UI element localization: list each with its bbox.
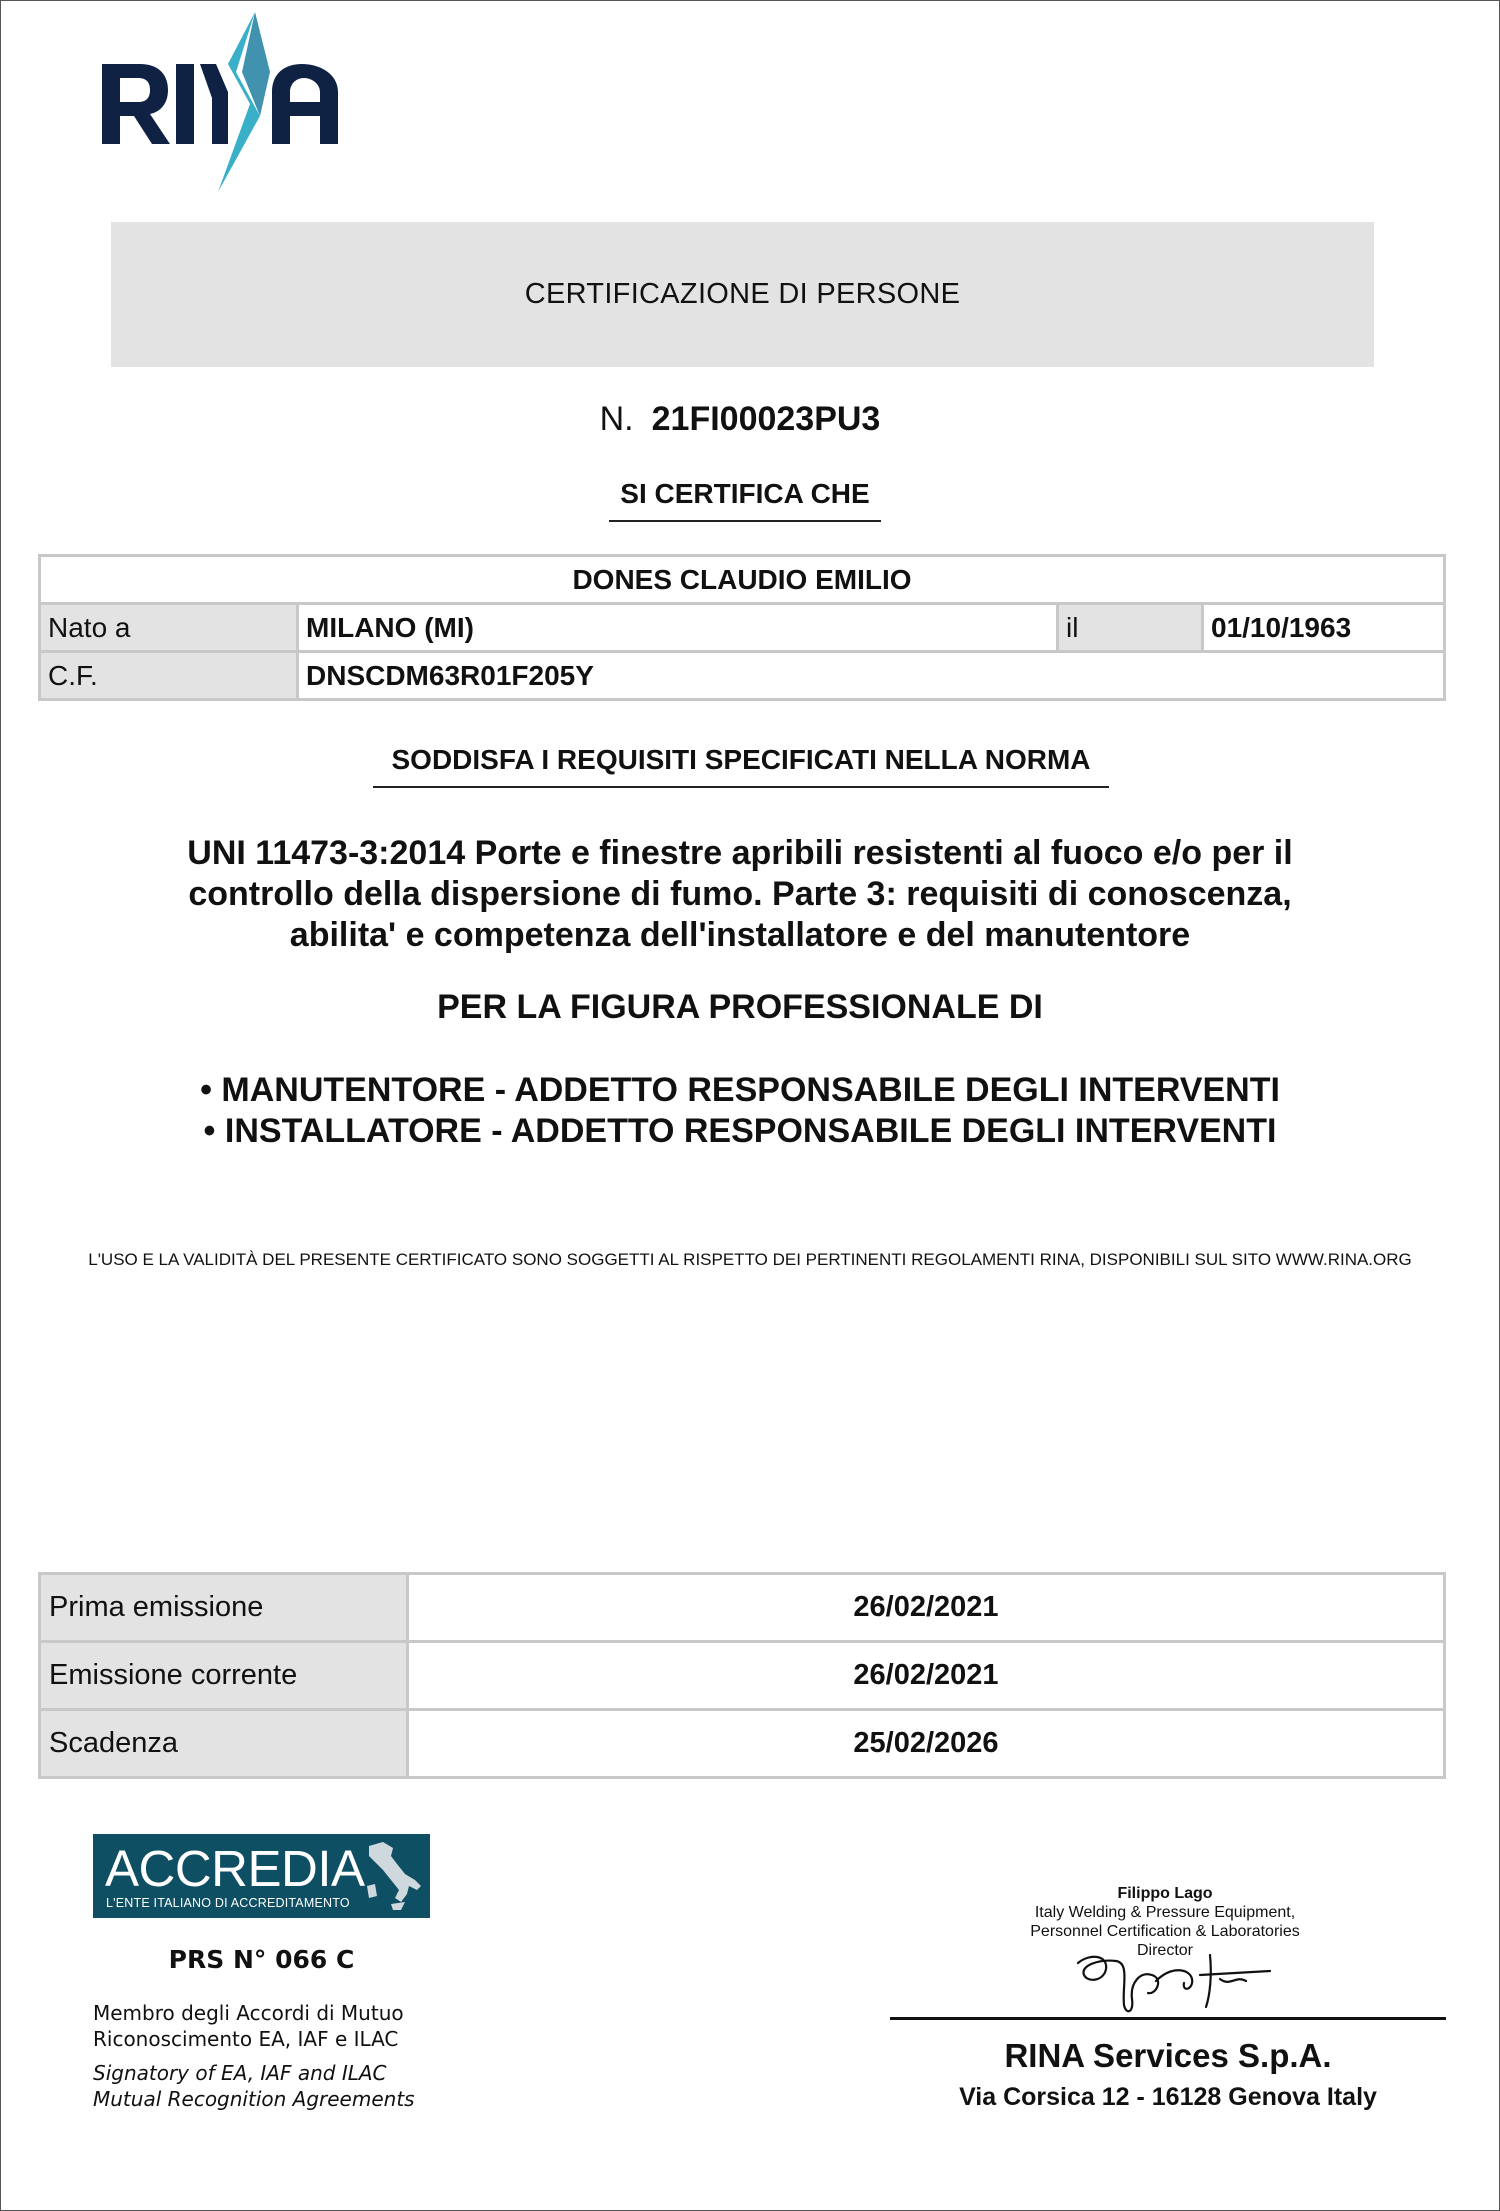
accreditation-note	[93, 2000, 453, 2112]
date-row-value: 25/02/2026	[408, 1710, 1445, 1778]
accredia-subtitle: L'ENTE ITALIANO DI ACCREDITAMENTO	[106, 1896, 350, 1910]
certificate-number-value: 21FI00023PU3	[651, 400, 881, 438]
norma-line: abilita' e competenza dell'installatore e del manutentore	[289, 916, 1191, 954]
date-row-label: Emissione corrente	[40, 1642, 408, 1710]
rina-logo	[100, 12, 340, 192]
italy-map-icon	[361, 1840, 425, 1914]
birth-date: 01/10/1963	[1203, 604, 1445, 652]
born-place: MILANO (MI)	[298, 604, 1058, 652]
signer-name: Filippo Lago	[1117, 1885, 1213, 1902]
band-title: CERTIFICAZIONE DI PERSONE	[524, 278, 961, 310]
cf-value: DNSCDM63R01F205Y	[298, 652, 1445, 700]
membro-line: Membro degli Accordi di Mutuo	[93, 2001, 404, 2025]
date-row-value: 26/02/2021	[408, 1642, 1445, 1710]
header-band	[111, 222, 1374, 367]
person-name: DONES CLAUDIO EMILIO	[40, 556, 1445, 604]
dates-table	[38, 1572, 1446, 1779]
roles-list	[0, 1070, 1480, 1152]
soddisfa-heading: SODDISFA I REQUISITI SPECIFICATI NELLA NORMA	[373, 744, 1109, 788]
accredia-name: ACCREDIA	[105, 1840, 365, 1897]
norma-line: controllo della dispersione di fumo. Parte 3: requisiti di conoscenza,	[188, 875, 1292, 913]
signer-title-line: Director	[1136, 1942, 1193, 1959]
date-row-label: Prima emissione	[40, 1574, 408, 1642]
date-row-label: Scadenza	[40, 1710, 408, 1778]
role-item: • INSTALLATORE - ADDETTO RESPONSABILE DEGLI INTERVENTI	[203, 1112, 1277, 1150]
person-table	[38, 554, 1446, 701]
company-address: Via Corsica 12 - 16128 Genova Italy	[959, 2083, 1377, 2111]
figura-heading: PER LA FIGURA PROFESSIONALE DI	[437, 988, 1043, 1026]
handwritten-signature	[1060, 1935, 1280, 2025]
signatory-line: Mutual Recognition Agreements	[93, 2087, 415, 2111]
prs-number: PRS N° 066 C	[168, 1945, 355, 1974]
rules-notice: L'USO E LA VALIDITÀ DEL PRESENTE CERTIFICATO SONO SOGGETTI AL RISPETTO DEI PERTINENTI REGOLAMENTI RINA, DISPONIBILI SUL SITO WWW.RINA.ORG	[88, 1250, 1412, 1269]
cf-label: C.F.	[40, 652, 298, 700]
signer-title-line: Italy Welding & Pressure Equipment,	[1034, 1904, 1296, 1921]
company-name: RINA Services S.p.A.	[1004, 2037, 1332, 2074]
accredia-logo	[93, 1834, 430, 1918]
born-label: Nato a	[40, 604, 298, 652]
signatory-line: Signatory of EA, IAF and ILAC	[93, 2061, 387, 2085]
certificate-number-label: N.	[599, 400, 634, 438]
date-row-value: 26/02/2021	[408, 1574, 1445, 1642]
si-certifica-heading: SI CERTIFICA CHE	[609, 478, 881, 522]
norma-text	[100, 833, 1380, 956]
norma-line: UNI 11473-3:2014 Porte e finestre apribili resistenti al fuoco e/o per il	[187, 834, 1293, 872]
certificate-number	[0, 400, 1480, 439]
membro-line: Riconoscimento EA, IAF e ILAC	[93, 2027, 399, 2051]
signer-title-line: Personnel Certification & Laboratories	[1030, 1923, 1300, 1940]
date-label: il	[1058, 604, 1203, 652]
signature-line	[890, 2017, 1446, 2020]
role-item: • MANUTENTORE - ADDETTO RESPONSABILE DEGLI INTERVENTI	[200, 1071, 1280, 1109]
